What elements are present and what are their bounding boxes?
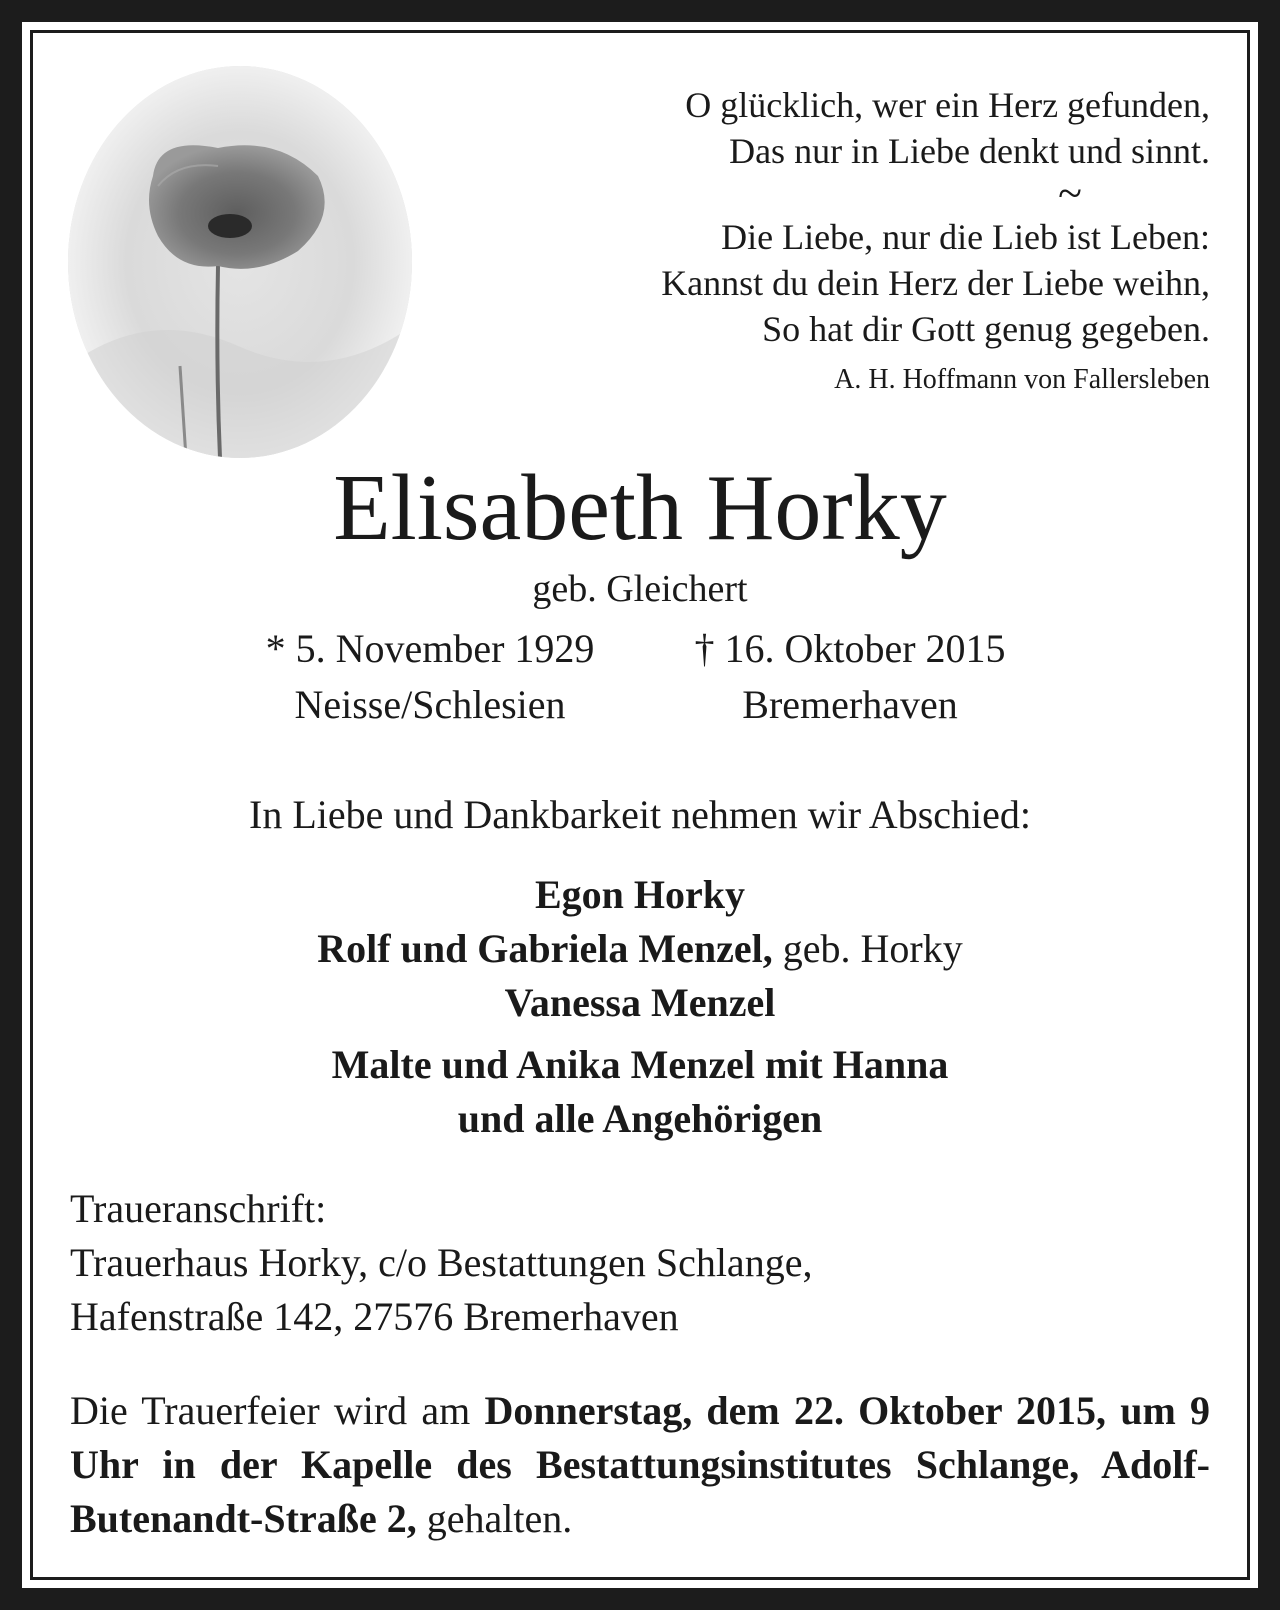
poem-line: Das nur in Liebe denkt und sinnt. bbox=[729, 131, 1210, 171]
poem bbox=[510, 82, 1210, 400]
mourner-name: Egon Horky bbox=[534, 872, 746, 917]
address-line: Hafenstraße 142, 27576 Bremerhaven bbox=[70, 1294, 679, 1339]
poem-line: Kannst du dein Herz der Liebe weihn, bbox=[661, 263, 1210, 303]
mourning-address bbox=[70, 1182, 812, 1344]
poem-author: A. H. Hoffmann von Fallersleben bbox=[834, 364, 1210, 395]
address-line: Trauerhaus Horky, c/o Bestattungen Schlange, bbox=[70, 1240, 813, 1285]
service-details: Donnerstag, dem 22. Oktober 2015, um 9 Uhr in der Kapelle des Bestattungsinstitutes Schlange, Adolf-Butenandt-Straße 2, bbox=[70, 1388, 1211, 1541]
service-suffix: gehalten. bbox=[416, 1496, 573, 1541]
death-place: Bremerhaven bbox=[742, 682, 958, 727]
life-places bbox=[60, 680, 1220, 730]
born-name: geb. Gleichert bbox=[532, 568, 748, 610]
poem-line: Die Liebe, nur die Lieb ist Leben: bbox=[721, 217, 1210, 257]
mourner-name: Malte und Anika Menzel mit Hanna bbox=[331, 1042, 949, 1087]
poppy-photo bbox=[68, 66, 412, 458]
life-dates bbox=[60, 624, 1220, 674]
mourner-name: Rolf und Gabriela Menzel, bbox=[317, 926, 773, 971]
poem-line: O glücklich, wer ein Herz gefunden, bbox=[685, 85, 1210, 125]
poppy-flower-icon bbox=[68, 66, 412, 458]
address-label: Traueranschrift: bbox=[70, 1186, 327, 1231]
poem-separator: ~ bbox=[1058, 169, 1082, 218]
mourner-name: und alle Angehörigen bbox=[457, 1096, 823, 1141]
funeral-service-notice bbox=[70, 1384, 1210, 1546]
deceased-name: Elisabeth Horky bbox=[333, 456, 947, 560]
mourner-note: geb. Horky bbox=[772, 926, 963, 971]
service-prefix: Die Trauerfeier wird am bbox=[70, 1388, 485, 1433]
mourners-list bbox=[60, 868, 1220, 1146]
farewell-text: In Liebe und Dankbarkeit nehmen wir Abschied: bbox=[249, 792, 1031, 837]
poem-line: So hat dir Gott genug gegeben. bbox=[762, 309, 1210, 349]
birth-place: Neisse/Schlesien bbox=[294, 682, 566, 727]
mourner-name: Vanessa Menzel bbox=[504, 980, 776, 1025]
birth-date: * 5. November 1929 bbox=[265, 626, 595, 671]
death-date: † 16. Oktober 2015 bbox=[694, 626, 1006, 671]
